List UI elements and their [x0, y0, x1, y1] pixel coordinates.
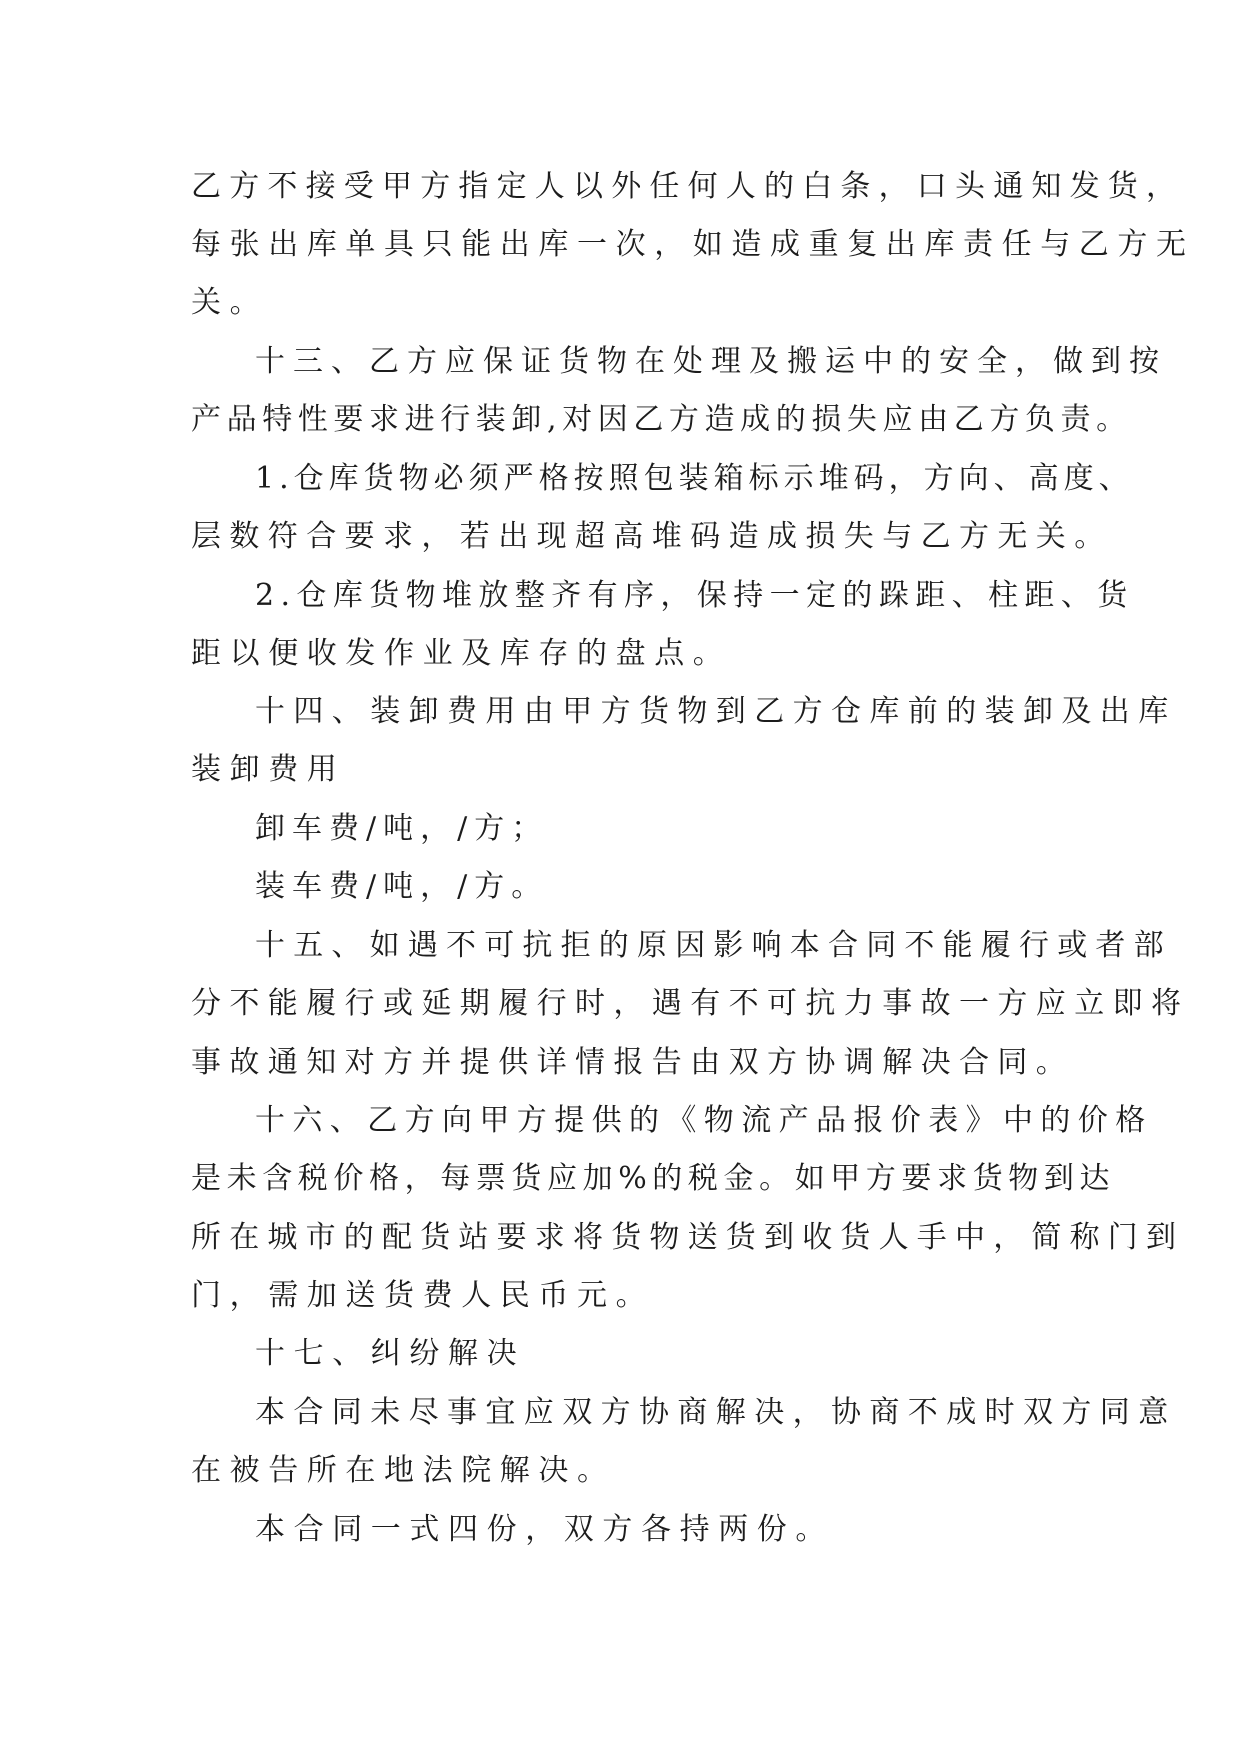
text-line: 1.仓库货物必须严格按照包装箱标示堆码，方向、高度、 — [255, 461, 1134, 496]
text-line: 是未含税价格，每票货应加%的税金。如甲方要求货物到达 — [191, 1161, 1116, 1196]
text-line: 卸车费/吨，/方； — [255, 811, 549, 846]
text-line: 产品特性要求进行装卸,对因乙方造成的损失应由乙方负责。 — [191, 402, 1132, 437]
text-line: 门，需加送货费人民币元。 — [191, 1278, 655, 1313]
text-line: 在被告所在地法院解决。 — [191, 1453, 616, 1488]
text-line: 十五、如遇不可抗拒的原因影响本合同不能履行或者部 — [255, 928, 1172, 963]
text-line: 装车费/吨，/方。 — [255, 869, 549, 904]
text-line: 2.仓库货物堆放整齐有序，保持一定的跺距、柱距、货 — [255, 578, 1134, 613]
text-line: 乙方不接受甲方指定人以外任何人的白条，口头通知发货， — [191, 169, 1185, 204]
text-line: 十六、乙方向甲方提供的《物流产品报价表》中的价格 — [255, 1103, 1153, 1138]
text-line: 本合同一式四份，双方各持两份。 — [255, 1512, 834, 1547]
text-line: 十四、装卸费用由甲方货物到乙方仓库前的装卸及出库 — [255, 694, 1177, 729]
text-line: 关。 — [191, 285, 269, 320]
text-line: 层数符合要求，若出现超高堆码造成损失与乙方无关。 — [191, 519, 1113, 554]
text-line: 分不能履行或延期履行时，遇有不可抗力事故一方应立即将 — [191, 986, 1190, 1021]
text-line: 事故通知对方并提供详情报告由双方协调解决合同。 — [191, 1045, 1075, 1080]
text-line: 每张出库单具只能出库一次，如造成重复出库责任与乙方无 — [191, 227, 1195, 262]
text-line: 十七、纠纷解决 — [255, 1336, 526, 1371]
text-line: 十三、乙方应保证货物在处理及搬运中的安全，做到按 — [255, 344, 1167, 379]
text-line: 所在城市的配货站要求将货物送货到收货人手中，简称门到 — [191, 1220, 1185, 1255]
text-line: 装卸费用 — [191, 752, 346, 787]
text-line: 距以便收发作业及库存的盘点。 — [191, 636, 732, 671]
text-line: 本合同未尽事宜应双方协商解决，协商不成时双方同意 — [255, 1395, 1177, 1430]
